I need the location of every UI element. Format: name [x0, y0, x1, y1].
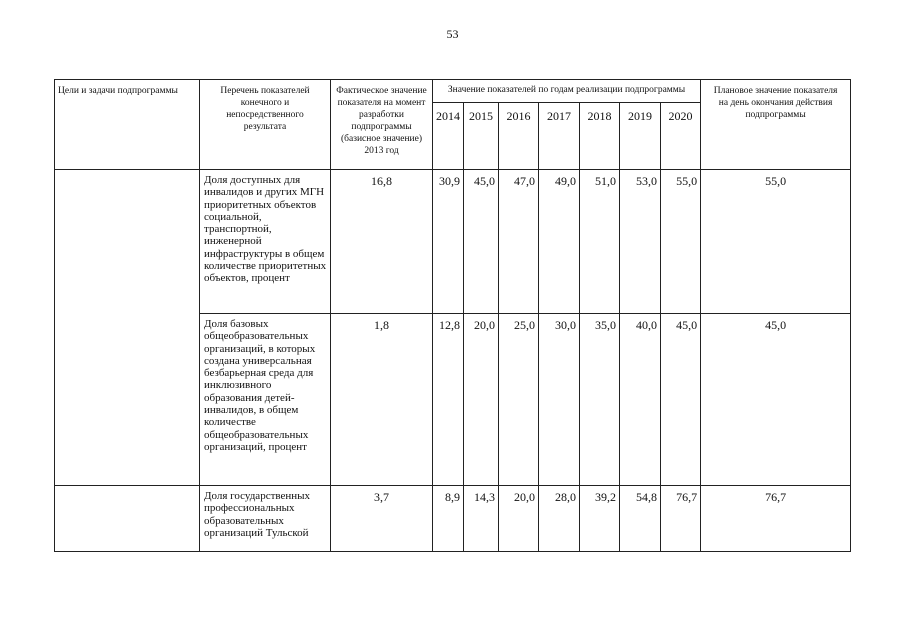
indicator-cell: Доля базовых общеобразовательных организаций, в которых создана универсальная безбарьерная среда для инклюзивного образования детей-инвалидов, в общем количестве общеобразовательных организаций, процент [200, 314, 331, 486]
value-2020-cell: 45,0 [661, 314, 701, 486]
actual-value-cell: 3,7 [331, 486, 433, 552]
value-2014-cell: 8,9 [433, 486, 464, 552]
value-2020-cell: 55,0 [661, 170, 701, 314]
header-years-group: Значение показателей по годам реализации подпрограммы [433, 80, 701, 103]
header-indicators-text: Перечень показателей конечного и непосредственного результата [220, 86, 310, 132]
value-2019-cell: 40,0 [620, 314, 661, 486]
value-2015-cell: 20,0 [464, 314, 499, 486]
actual-value-cell: 1,8 [331, 314, 433, 486]
header-planned [701, 80, 851, 170]
value-2019-cell: 53,0 [620, 170, 661, 314]
planned-value-cell: 45,0 [701, 314, 851, 486]
planned-value-cell: 55,0 [701, 170, 851, 314]
value-2018-cell: 39,2 [580, 486, 620, 552]
page-number: 53 [446, 27, 459, 41]
value-2015-cell: 14,3 [464, 486, 499, 552]
value-2016-cell: 25,0 [499, 314, 539, 486]
value-2019-cell: 54,8 [620, 486, 661, 552]
goal-cell [55, 170, 200, 486]
goal-cell [55, 486, 200, 552]
header-goals: Цели и задачи подпрограммы [55, 80, 200, 170]
header-year-2020: 2020 [661, 103, 701, 170]
header-year-2017: 2017 [539, 103, 580, 170]
indicators-table [54, 79, 851, 552]
value-2014-cell: 12,8 [433, 314, 464, 486]
header-year-2018: 2018 [580, 103, 620, 170]
header-year-2019: 2019 [620, 103, 661, 170]
header-planned-text: Плановое значение показателя на день окончания действия подпрограммы [713, 86, 838, 120]
value-2015-cell: 45,0 [464, 170, 499, 314]
header-indicators [200, 80, 331, 170]
value-2017-cell: 49,0 [539, 170, 580, 314]
header-year-2015: 2015 [464, 103, 499, 170]
value-2017-cell: 30,0 [539, 314, 580, 486]
value-2020-cell: 76,7 [661, 486, 701, 552]
planned-value-cell: 76,7 [701, 486, 851, 552]
indicator-cell: Доля доступных для инвалидов и других МГН приоритетных объектов социальной, транспортной, инженерной инфраструктуры в общем количестве приоритетных объектов, процент [200, 170, 331, 314]
value-2016-cell: 20,0 [499, 486, 539, 552]
value-2014-cell: 30,9 [433, 170, 464, 314]
actual-value-cell: 16,8 [331, 170, 433, 314]
table-row [55, 486, 851, 552]
table-row [55, 170, 851, 314]
header-actual [331, 80, 433, 170]
header-row-1 [55, 80, 851, 103]
value-2018-cell: 51,0 [580, 170, 620, 314]
header-actual-text: Фактическое значение показателя на момент разработки подпрограммы (базисное значение) 2013 год [336, 86, 427, 156]
header-year-2016: 2016 [499, 103, 539, 170]
value-2018-cell: 35,0 [580, 314, 620, 486]
value-2017-cell: 28,0 [539, 486, 580, 552]
indicator-cell: Доля государственных профессиональных образовательных организаций Тульской [200, 486, 331, 552]
header-year-2014: 2014 [433, 103, 464, 170]
value-2016-cell: 47,0 [499, 170, 539, 314]
